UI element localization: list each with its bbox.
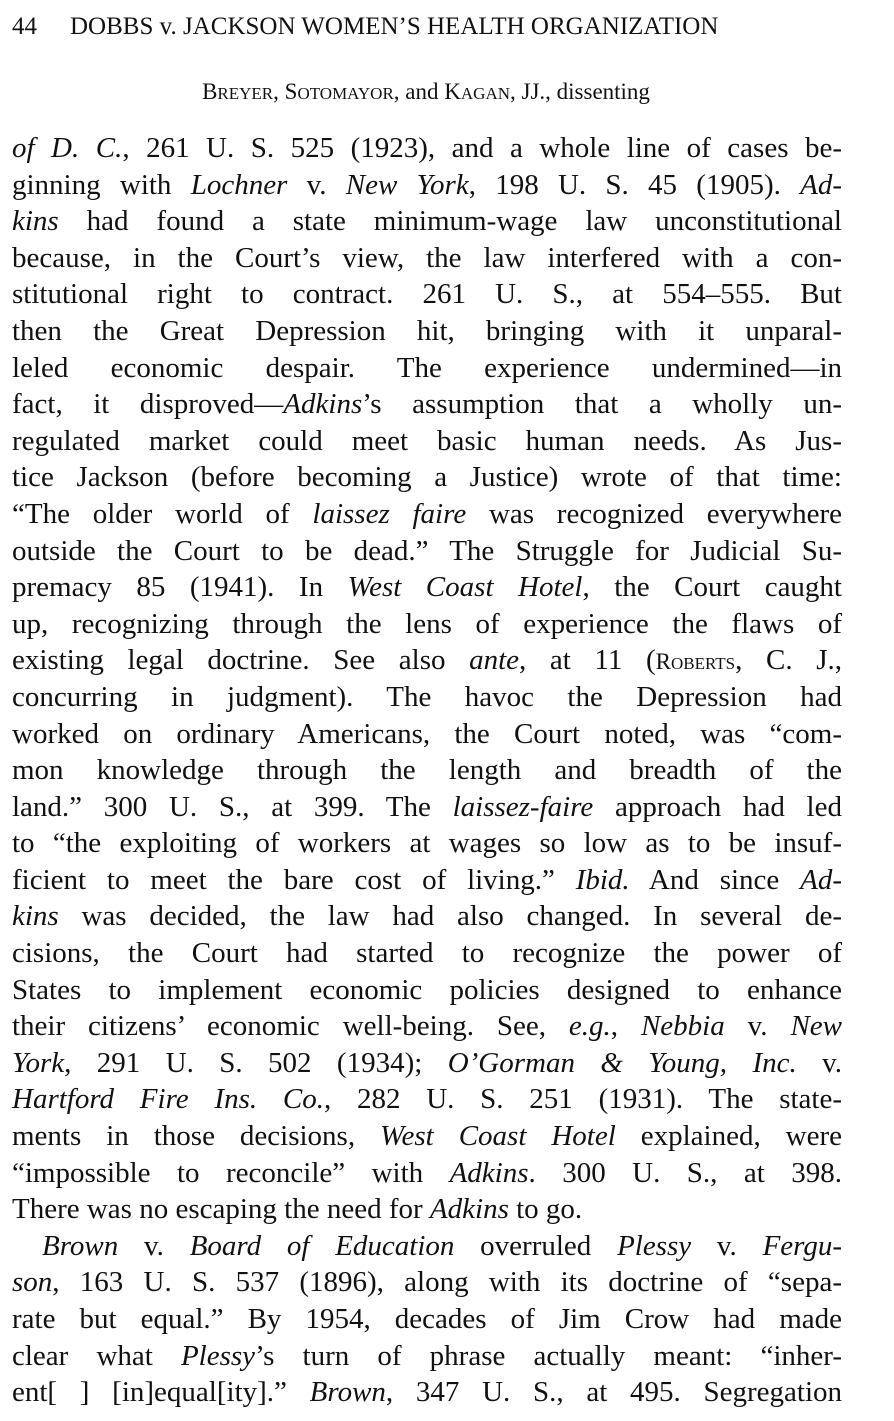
text-segment: clear what [12, 1339, 181, 1372]
text-segment: v. [118, 1229, 190, 1262]
author-separator-1: , [273, 79, 285, 104]
text-segment: ficient to meet the bare cost of living.” [12, 863, 576, 896]
page-number: 44 [12, 13, 37, 40]
text-segment: “The older world of [12, 497, 313, 530]
italic-text-segment: West Coast Hotel [380, 1120, 616, 1153]
text-segment: , at 11 ( [519, 644, 656, 677]
text-segment: worked on ordinary Americans, the Court noted, was “com- [12, 717, 842, 750]
text-line [12, 459, 842, 496]
italic-text-segment: of D. C. [12, 132, 123, 164]
text-line [12, 752, 842, 789]
text-line [12, 1191, 842, 1228]
text-line [12, 240, 842, 277]
text-line [12, 1045, 842, 1082]
text-line [12, 716, 842, 753]
text-segment: tice Jackson (before becoming a Justice) wrote of that time: [12, 461, 842, 494]
text-segment: , [610, 1010, 641, 1043]
italic-text-segment: New [790, 1010, 842, 1043]
author-sotomayor-initial: S [284, 79, 298, 104]
text-segment: OBERTS [670, 654, 736, 674]
text-segment: ent[ ] [in]equal[ity].” [12, 1376, 310, 1409]
text-segment: because, in the Court’s view, the law interfered with a con- [12, 241, 842, 274]
text-segment: explained, were [615, 1120, 842, 1153]
text-line [12, 1118, 842, 1155]
text-segment: , the Court caught [582, 571, 842, 604]
text-segment: , 347 U. S., at 495. Segregation [385, 1376, 843, 1409]
running-header [12, 12, 884, 42]
italic-text-segment: Nebbia [640, 1010, 725, 1043]
text-segment: There was no escaping the need for [12, 1193, 430, 1226]
text-segment: And since [629, 863, 801, 896]
text-line [12, 1338, 842, 1375]
text-segment: to “the exploiting of workers at wages so low as to be insuf- [12, 827, 842, 860]
italic-text-segment: O’Gorman & Young, Inc. [447, 1046, 797, 1079]
author-sotomayor-rest: OTOMAYOR [297, 84, 394, 103]
text-segment: overruled [454, 1229, 618, 1262]
text-line [12, 935, 842, 972]
text-line [12, 679, 842, 716]
text-line [12, 972, 842, 1009]
italic-text-segment: son [12, 1266, 53, 1299]
text-line [12, 423, 842, 460]
text-segment: v. [796, 1046, 842, 1079]
italic-text-segment: Adkins [429, 1193, 509, 1226]
italic-text-segment: York [12, 1046, 65, 1079]
italic-text-segment: Ad- [800, 168, 843, 201]
author-kagan-initial: K [444, 79, 461, 104]
italic-text-segment: Brown [42, 1229, 119, 1262]
italic-text-segment: Adkins [449, 1156, 529, 1189]
text-segment: States to implement economic policies designed to enhance [12, 973, 842, 1006]
text-line [12, 1081, 842, 1118]
text-segment: , 261 U. S. 525 (1923), and a whole line of cases be- [122, 132, 843, 164]
text-segment: premacy 85 (1941). In [12, 571, 348, 604]
text-segment: ’s assumption that a wholly un- [362, 388, 842, 421]
text-segment: , 163 U. S. 537 (1896), along with its doctrine of “sepa- [52, 1266, 842, 1299]
italic-text-segment: Ad- [800, 863, 842, 896]
text-segment: to go. [508, 1193, 583, 1226]
italic-text-segment: Board of Education [189, 1229, 455, 1262]
text-segment: was decided, the law had also changed. In several de- [58, 900, 842, 933]
italic-text-segment: laissez-faire [452, 790, 594, 823]
text-segment: was recognized everywhere [466, 497, 842, 530]
text-line [12, 606, 842, 643]
text-line [12, 789, 842, 826]
text-segment: then the Great Depression hit, bringing with it unparal- [12, 314, 842, 347]
text-line [12, 1374, 842, 1411]
opinion-authors-header [0, 78, 852, 108]
text-segment: approach had led [593, 790, 842, 823]
text-segment: regulated market could meet basic human needs. As Jus- [12, 424, 842, 457]
text-segment: their citizens’ economic well-being. See, [12, 1010, 569, 1043]
text-line [12, 1228, 842, 1265]
text-line [12, 350, 842, 387]
author-breyer-rest: REYER [217, 84, 274, 103]
text-segment: had found a state minimum-wage law unconstitutional [58, 205, 842, 238]
italic-text-segment: Fergu- [762, 1229, 843, 1262]
text-line [12, 898, 842, 935]
text-line [12, 1155, 842, 1192]
text-line [12, 203, 842, 240]
text-segment: . 300 U. S., at 398. [528, 1156, 842, 1189]
text-line [12, 569, 842, 606]
author-breyer-initial: B [202, 79, 218, 104]
text-line [12, 862, 842, 899]
text-segment: ginning with [12, 168, 191, 201]
text-segment: mon knowledge through the length and breadth of the [12, 754, 842, 787]
author-kagan-rest: AGAN [460, 84, 510, 103]
italic-text-segment: Ibid. [575, 863, 630, 896]
text-segment: ’s turn of phrase actually meant: “inher- [255, 1339, 842, 1372]
text-segment: , 291 U. S. 502 (1934); [64, 1046, 448, 1079]
text-line [12, 167, 842, 204]
text-line [12, 533, 842, 570]
opinion-body-text [12, 130, 842, 1411]
text-segment: v. [287, 168, 346, 201]
text-segment: , C. J., [735, 644, 842, 677]
italic-text-segment: Plessy [180, 1339, 256, 1372]
italic-text-segment: Adkins [283, 388, 363, 421]
text-segment: rate but equal.” By 1954, decades of Jim Crow had made [12, 1303, 842, 1335]
text-segment: R [655, 649, 671, 675]
text-line [12, 276, 842, 313]
text-line [12, 1008, 842, 1045]
text-segment: land.” 300 U. S., at 399. The [12, 790, 453, 823]
text-segment: cisions, the Court had started to recognize the power of [12, 937, 842, 970]
text-line [12, 130, 842, 167]
text-segment: v. [724, 1010, 791, 1043]
text-segment: ments in those decisions, [12, 1120, 381, 1153]
text-segment: leled economic despair. The experience undermined—in [12, 351, 842, 384]
italic-text-segment: New York [345, 168, 469, 201]
italic-text-segment: kins [12, 900, 59, 933]
author-separator-2: , and [393, 79, 445, 104]
text-line [12, 1301, 842, 1338]
text-segment: , 198 U. S. 45 (1905). [468, 168, 801, 201]
text-line [12, 1264, 842, 1301]
italic-text-segment: Plessy [617, 1229, 692, 1262]
case-title: DOBBS v. JACKSON WOMEN’S HEALTH ORGANIZATION [70, 13, 719, 40]
text-line [12, 825, 842, 862]
text-line [12, 386, 842, 423]
text-line [12, 496, 842, 533]
text-segment: stitutional right to contract. 261 U. S., at 554–555. But [12, 278, 842, 311]
text-segment: outside the Court to be dead.” The Struggle for Judicial Su- [12, 534, 842, 567]
text-segment: “impossible to reconcile” with [12, 1156, 450, 1189]
text-segment: v. [691, 1229, 763, 1262]
italic-text-segment: West Coast Hotel [347, 571, 583, 604]
italic-text-segment: e.g. [568, 1010, 611, 1043]
text-segment: concurring in judgment). The havoc the Depression had [12, 680, 842, 713]
text-line [12, 642, 842, 679]
italic-text-segment: ante [469, 644, 520, 677]
italic-text-segment: laissez faire [312, 497, 467, 530]
opinion-type: , JJ., dissenting [510, 79, 650, 104]
text-segment: , 282 U. S. 251 (1931). The state- [323, 1083, 842, 1116]
italic-text-segment: Hartford Fire Ins. Co. [12, 1083, 324, 1116]
text-segment: existing legal doctrine. See also [12, 644, 470, 677]
text-segment: fact, it disproved— [12, 388, 284, 421]
italic-text-segment: Brown [309, 1376, 386, 1409]
text-line [12, 313, 842, 350]
italic-text-segment: kins [12, 205, 59, 238]
text-segment: up, recognizing through the lens of experience the flaws of [12, 607, 842, 640]
italic-text-segment: Lochner [190, 168, 288, 201]
